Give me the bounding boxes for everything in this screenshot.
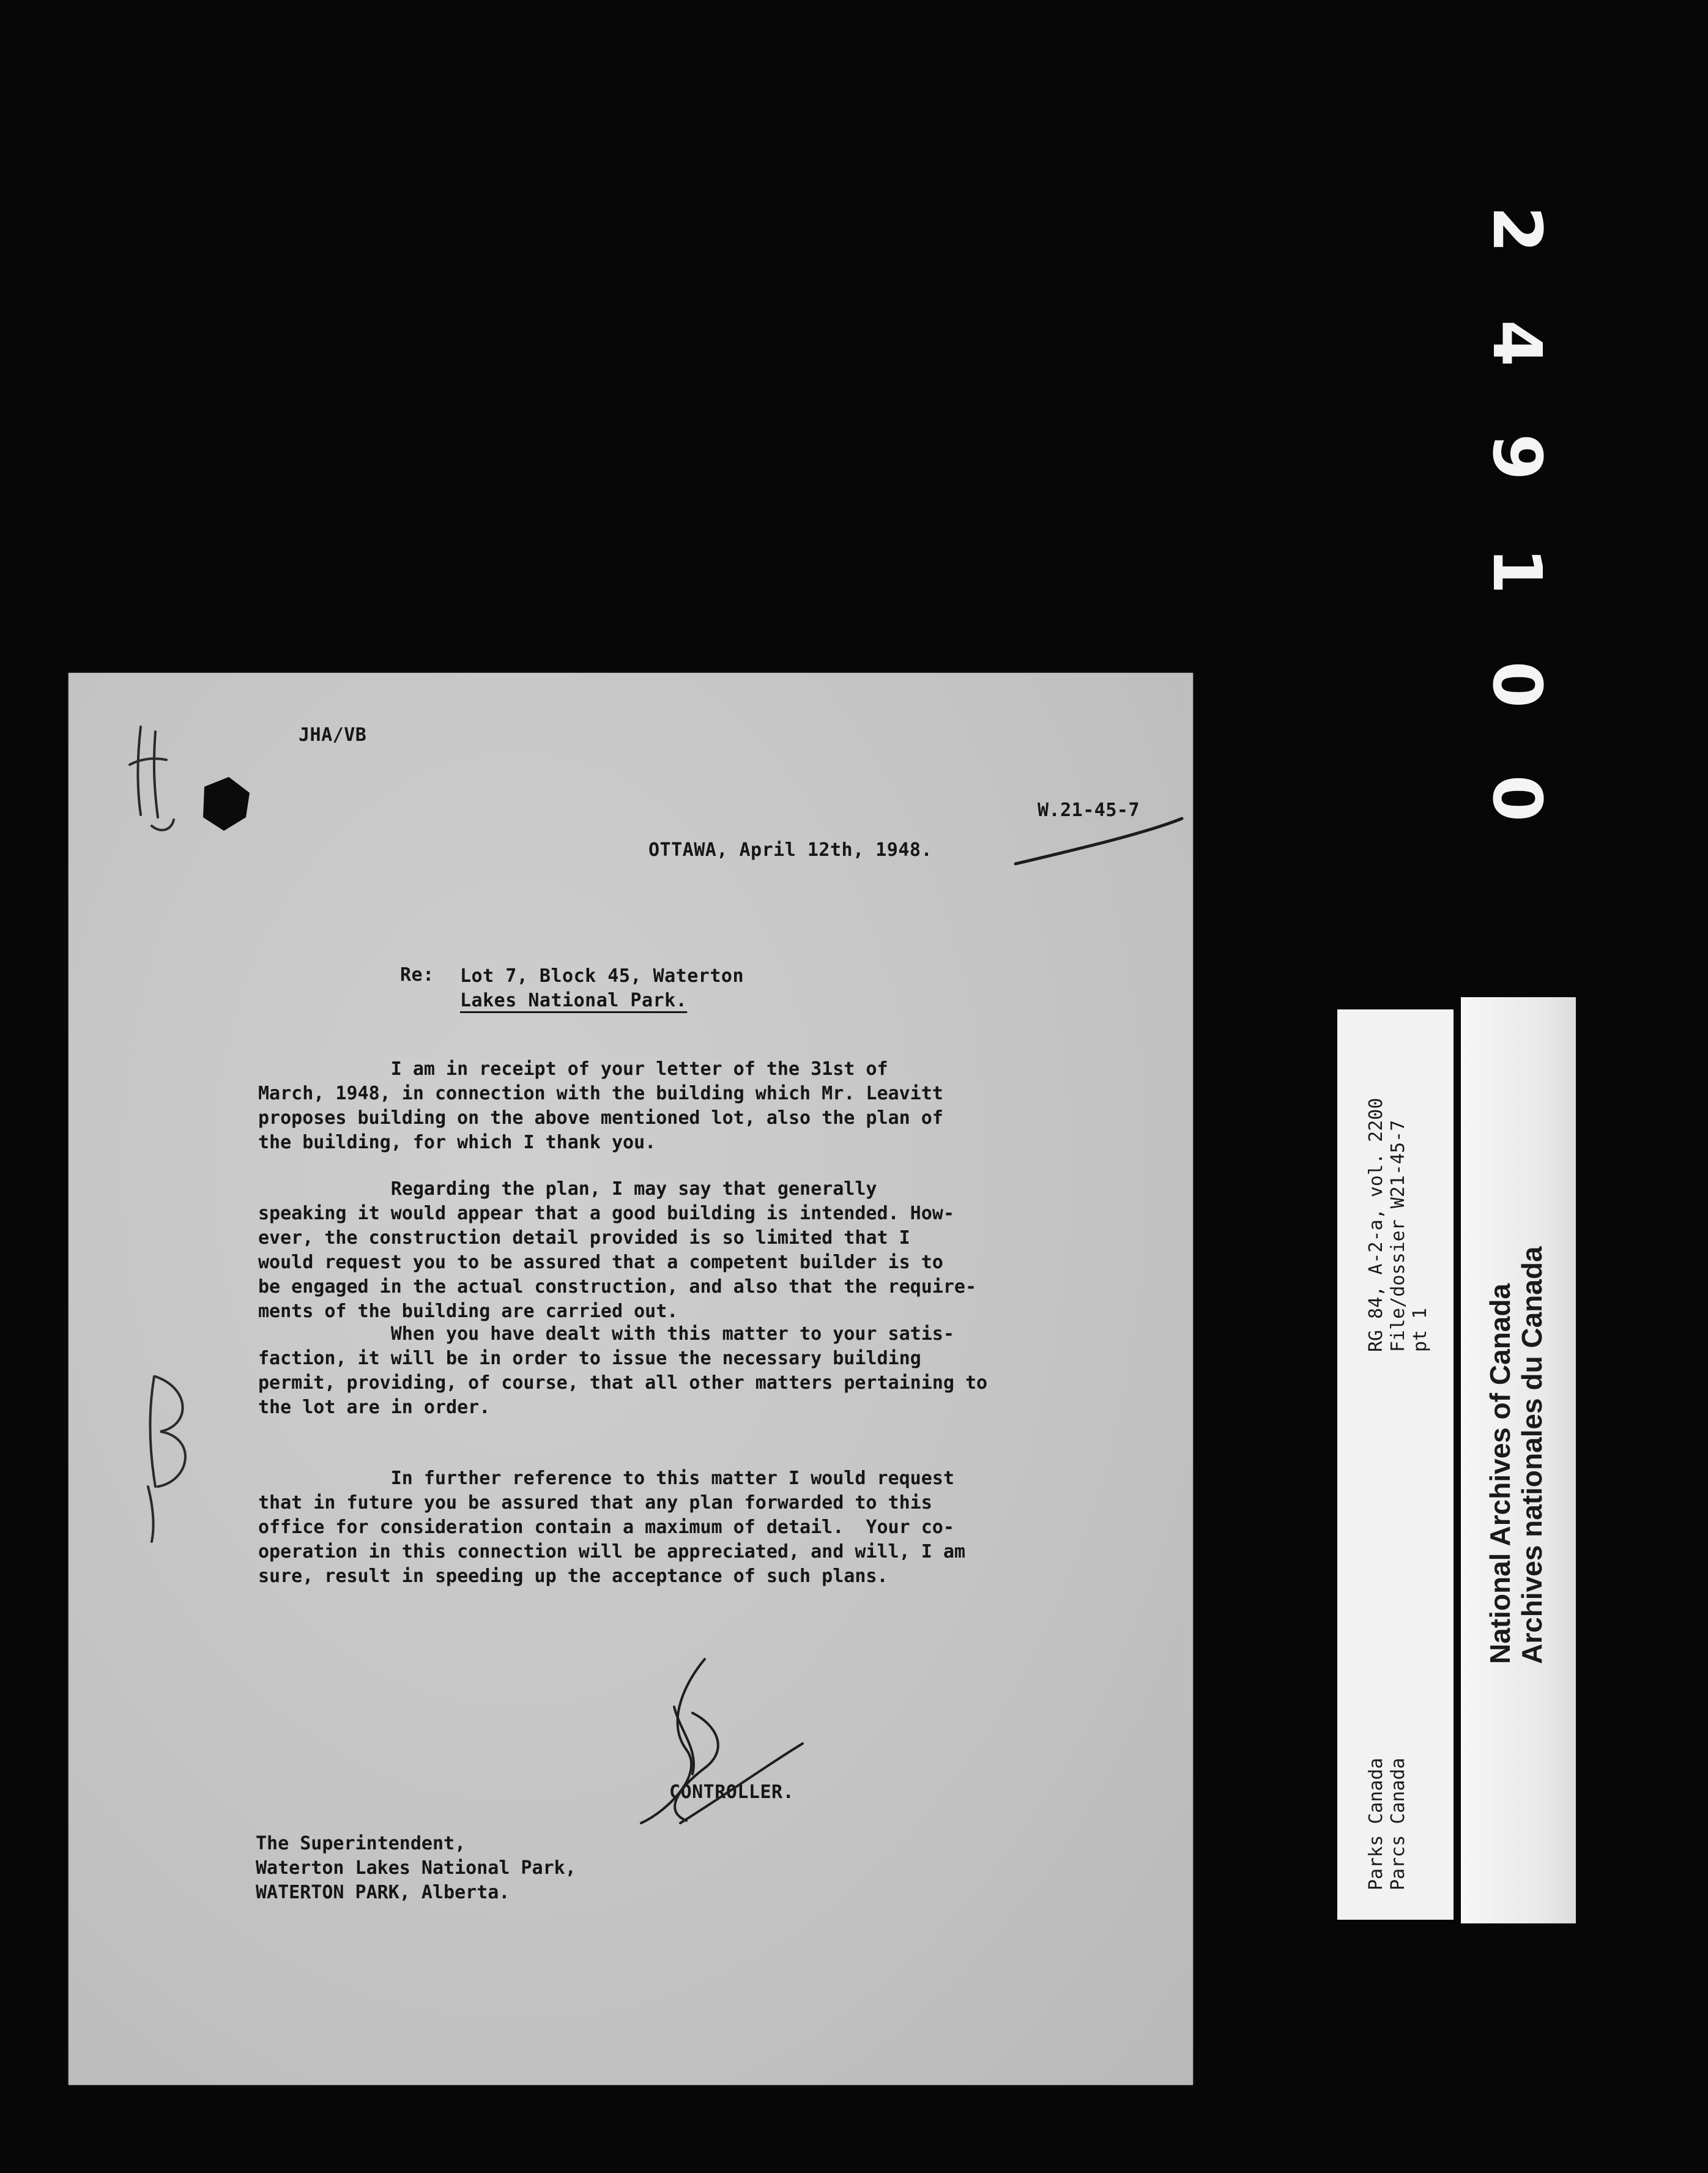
source-agency-line: Parcs Canada: [1387, 1758, 1409, 1890]
file-reference-line: File/dossier W21-45-7: [1387, 1120, 1409, 1352]
subject-label: Re:: [400, 964, 434, 986]
institution-line: National Archives of Canada: [1484, 1283, 1516, 1664]
file-number-strike: [1016, 819, 1182, 864]
frame-digit: 2: [1478, 206, 1556, 253]
paragraph-line: the building, for which I thank you.: [258, 1132, 656, 1153]
institution-line: Archives nationales du Canada: [1516, 1246, 1548, 1664]
archive-label: [1461, 997, 1576, 1923]
frame-digit: 0: [1478, 774, 1556, 822]
handwritten-initial-top: [130, 727, 174, 830]
signature-title: CONTROLLER.: [669, 1781, 795, 1803]
frame-digit: 1: [1478, 547, 1556, 595]
paragraph-line: office for consideration contain a maximum of detail. Your co-: [258, 1517, 954, 1538]
paragraph-line: When you have dealt with this matter to your satis-: [258, 1323, 954, 1345]
paragraph-line: I am in receipt of your letter of the 31st of: [258, 1058, 888, 1080]
archive-label-stub: [1337, 1009, 1454, 1920]
institution-name: [1484, 1246, 1548, 1664]
subject-line-1: Lot 7, Block 45, Waterton: [460, 965, 744, 987]
address-line: WATERTON PARK, Alberta.: [256, 1882, 510, 1903]
paragraph-line: be engaged in the actual construction, and also that the require-: [258, 1276, 976, 1298]
address-line: Waterton Lakes National Park,: [256, 1857, 576, 1879]
paragraph-line: would request you to be assured that a competent builder is to: [258, 1252, 943, 1273]
paragraph-line: speaking it would appear that a good building is intended. How-: [258, 1203, 954, 1224]
paragraph-line: permit, providing, of course, that all other matters pertaining to: [258, 1372, 988, 1394]
frame-digit: 4: [1478, 319, 1556, 367]
paragraph-line: sure, result in speeding up the acceptance of such plans.: [258, 1566, 888, 1587]
paragraph-line: that in future you be assured that any plan forwarded to this: [258, 1492, 932, 1514]
paragraph-line: March, 1948, in connection with the building which Mr. Leavitt: [258, 1083, 943, 1104]
paragraph-line: proposes building on the above mentioned lot, also the plan of: [258, 1107, 943, 1129]
handwritten-marks: [69, 673, 1193, 2085]
paragraph-line: operation in this connection will be appreciated, and will, I am: [258, 1541, 965, 1562]
signature: [641, 1659, 803, 1823]
source-agency-line: Parks Canada: [1365, 1758, 1387, 1890]
paragraph-line: ever, the construction detail provided is so limited that I: [258, 1227, 910, 1249]
file-reference: [1365, 1098, 1431, 1352]
paragraph-line: Regarding the plan, I may say that generally: [258, 1178, 877, 1200]
handwritten-initial-margin: [148, 1376, 185, 1542]
paragraph-line: ments of the building are carried out.: [258, 1301, 678, 1322]
letter-sheet: [69, 673, 1193, 2085]
paragraph-line: the lot are in order.: [258, 1397, 491, 1418]
source-agency: [1365, 1758, 1409, 1890]
address-line: The Superintendent,: [256, 1833, 466, 1854]
file-number: W.21-45-7: [1038, 800, 1140, 821]
subject-line-2: Lakes National Park.: [460, 990, 688, 1011]
frame-digit: 0: [1478, 661, 1556, 708]
file-reference-line: RG 84, A-2-a, vol. 2200: [1365, 1098, 1387, 1352]
file-reference-line: pt 1: [1409, 1307, 1431, 1352]
date-line: OTTAWA, April 12th, 1948.: [648, 839, 933, 861]
reference-initials: JHA/VB: [299, 724, 367, 746]
hole-punch: [203, 777, 250, 831]
paragraph-line: faction, it will be in order to issue the necessary building: [258, 1348, 921, 1369]
frame-digit: 9: [1478, 433, 1556, 481]
paragraph-line: In further reference to this matter I would request: [258, 1468, 954, 1489]
frame-number: [1407, 196, 1627, 832]
